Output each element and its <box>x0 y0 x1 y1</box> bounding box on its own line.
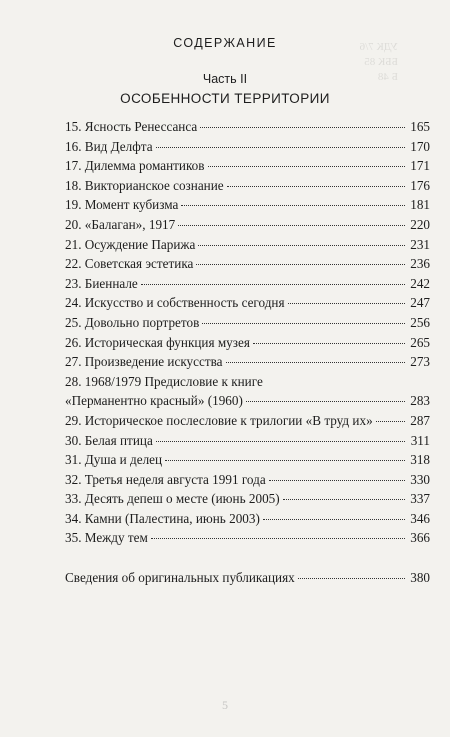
toc-entry-title: 32. Третья неделя августа 1991 года <box>65 471 266 487</box>
toc-entry-page: 318 <box>410 452 430 468</box>
toc-entry-title: 15. Ясность Ренессанса <box>65 119 198 134</box>
toc-entry[interactable] <box>65 313 430 333</box>
part-label: Часть II <box>202 72 248 86</box>
toc-entry-page: 330 <box>410 471 430 487</box>
leader-dots <box>165 459 405 461</box>
leader-dots <box>253 342 405 344</box>
toc-entry-page: 366 <box>410 530 430 546</box>
toc-entry[interactable] <box>65 195 430 215</box>
leader-dots <box>269 479 405 481</box>
leader-dots <box>283 498 405 500</box>
toc-entry-title: 33. Десять депеш о месте (июнь 2005) <box>65 491 280 507</box>
toc-entry[interactable] <box>65 352 430 372</box>
leader-dots <box>178 224 405 226</box>
toc-entry[interactable] <box>65 509 430 529</box>
table-of-contents <box>65 117 430 587</box>
toc-entry[interactable] <box>65 274 430 294</box>
toc-entry-page: 247 <box>410 295 430 311</box>
toc-entry-title: 34. Камни (Палестина, июнь 2003) <box>65 510 260 526</box>
toc-entry[interactable] <box>65 450 430 470</box>
toc-entry-title: 23. Биеннале <box>65 275 138 291</box>
toc-entry-page: 380 <box>410 569 430 585</box>
toc-entry[interactable] <box>65 372 430 411</box>
leader-dots <box>208 165 406 167</box>
toc-entry[interactable] <box>65 235 430 255</box>
toc-entry-page: 256 <box>410 314 430 330</box>
toc-entry-page: 273 <box>410 354 430 370</box>
toc-entry[interactable] <box>65 431 430 451</box>
toc-entry-title: 19. Момент кубизма <box>65 197 179 213</box>
leader-dots <box>181 204 405 206</box>
toc-entry-title: 16. Вид Делфта <box>65 138 153 154</box>
toc-entry[interactable] <box>65 293 430 313</box>
toc-entry-page: 236 <box>410 256 430 272</box>
toc-entry[interactable] <box>65 117 430 137</box>
toc-entry-title: 31. Душа и делец <box>65 452 163 468</box>
toc-entry-title: 35. Между тем <box>65 530 148 546</box>
toc-entry-title: 22. Советская эстетика <box>65 256 194 272</box>
page-title: СОДЕРЖАНИЕ <box>173 36 277 50</box>
toc-entry-page: 165 <box>410 119 430 134</box>
toc-entry-title: 24. Искусство и собственность сегодня <box>65 295 285 311</box>
toc-entry[interactable] <box>65 411 430 431</box>
leader-dots <box>156 440 405 442</box>
toc-entry-page: 231 <box>410 236 430 252</box>
toc-entry-title: 30. Белая птица <box>65 432 153 448</box>
toc-entry-title: 27. Произведение искусства <box>65 354 223 370</box>
toc-entry-page: 337 <box>410 491 430 507</box>
leader-dots <box>298 577 405 579</box>
toc-entry-page: 311 <box>410 432 430 448</box>
leader-dots <box>141 283 405 285</box>
toc-entry-title: «Перманентно красный» (1960) <box>65 393 243 409</box>
toc-entry-title: 18. Викторианское сознание <box>65 177 224 193</box>
leader-dots <box>226 361 405 363</box>
toc-entry-page: 287 <box>410 412 430 428</box>
toc-entry-title: 21. Осуждение Парижа <box>65 236 196 252</box>
toc-entry[interactable] <box>65 137 430 157</box>
page-number: 5 <box>222 698 228 712</box>
leader-dots <box>288 302 405 304</box>
toc-entry-page: 181 <box>410 197 430 213</box>
toc-entry-page: 265 <box>410 334 430 350</box>
part-title: ОСОБЕННОСТИ ТЕРРИТОРИИ <box>120 91 330 106</box>
toc-entry-title: Сведения об оригинальных публикациях <box>65 569 295 585</box>
leader-dots <box>151 537 405 539</box>
leader-dots <box>200 126 405 128</box>
leader-dots <box>227 185 405 187</box>
toc-entry[interactable] <box>65 528 430 548</box>
leader-dots <box>156 146 405 148</box>
bleed-through-line: Б 48 <box>377 71 398 83</box>
toc-entry[interactable] <box>65 254 430 274</box>
toc-entry-page: 170 <box>410 138 430 154</box>
toc-entry-sources[interactable] <box>65 568 430 588</box>
bleed-through-line: УДК 7/6 <box>359 41 398 53</box>
toc-entry-title-line1: 28. 1968/1979 Предисловие к книге <box>65 373 263 389</box>
toc-entry-page: 176 <box>410 177 430 193</box>
bleed-through-line: ББК 85 <box>364 56 398 68</box>
leader-dots <box>263 518 405 520</box>
leader-dots <box>198 244 405 246</box>
toc-entry-page: 283 <box>410 393 430 409</box>
toc-entry-title: 20. «Балаган», 1917 <box>65 216 176 232</box>
toc-entry-title: 26. Историческая функция музея <box>65 334 250 350</box>
toc-entry[interactable] <box>65 470 430 490</box>
toc-entry[interactable] <box>65 333 430 353</box>
toc-entry[interactable] <box>65 489 430 509</box>
toc-entry-page: 171 <box>410 158 430 174</box>
toc-entry-title: 25. Довольно портретов <box>65 314 200 330</box>
spacer <box>65 548 430 568</box>
toc-entry[interactable] <box>65 156 430 176</box>
toc-entry-page: 220 <box>410 216 430 232</box>
leader-dots <box>202 322 405 324</box>
toc-entry-title: 17. Дилемма романтиков <box>65 158 205 174</box>
leader-dots <box>196 263 405 265</box>
toc-entry[interactable] <box>65 176 430 196</box>
leader-dots <box>246 400 405 402</box>
toc-entry[interactable] <box>65 215 430 235</box>
toc-entry-title: 29. Историческое послесловие к трилогии «В труд их» <box>65 412 373 428</box>
toc-entry-page: 242 <box>410 275 430 291</box>
leader-dots <box>376 420 405 422</box>
toc-entry-page: 346 <box>410 510 430 526</box>
